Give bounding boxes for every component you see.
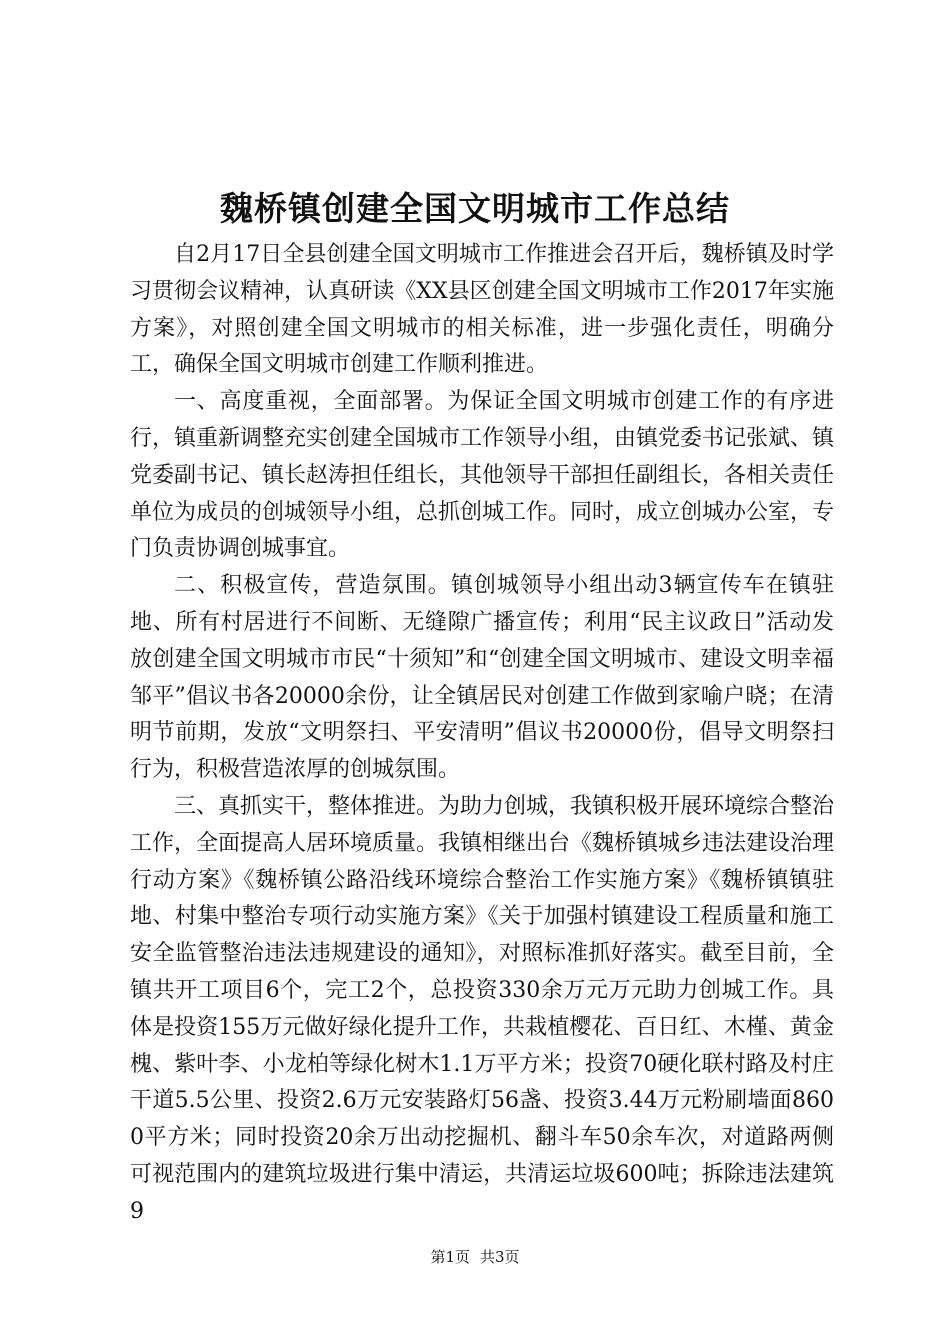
paragraph-section-1: 一、高度重视，全面部署。为保证全国文明城市创建工作的有序进行，镇重新调整充实创建全国城市工作领导小组，由镇党委书记张斌、镇党委副书记、镇长赵涛担任组长，其他领导干部担任副组长，各相关责任单位为成员的创城领导小组，总抓创城工作。同时，成立创城办公室，专门负责协调创城事宜。 <box>130 389 835 562</box>
document-body <box>130 237 834 1231</box>
page-number: 第1页 <box>430 1248 470 1266</box>
paragraph-section-3: 三、真抓实干，整体推进。为助力创城，我镇积极开展环境综合整治工作，全面提高人居环境质量。我镇相继出台《魏桥镇城乡违法建设治理行动方案》《魏桥镇公路沿线环境综合整治工作实施方案》《魏桥镇镇驻地、村集中整治专项行动实施方案》《关于加强村镇建设工程质量和施工安全监管整治违法违规建设的通知》，对照标准抓好落实。截至目前，全镇共开工项目6个，完工2个，总投资330余万元万元助力创城工作。具体是投资155万元做好绿化提升工作，共栽植樱花、百日红、木槿、黄金槐、紫叶李、小龙柏等绿化树木1.1万平方米；投资70硬化联村路及村庄干道5.5公里、投资2.6万元安装路灯56盏、投资3.44万元粉刷墙面8600平方米；同时投资20余万出动挖掘机、翻斗车50余车次，对道路两侧可视范围内的建筑垃圾进行集中清运，共清运垃圾600吨；拆除违法建筑9 <box>130 793 835 1224</box>
page-footer <box>0 1247 950 1267</box>
page-total: 共3页 <box>480 1248 520 1266</box>
document-title: 魏桥镇创建全国文明城市工作总结 <box>220 189 730 228</box>
paragraph-section-2: 二、积极宣传，营造氛围。镇创城领导小组出动3辆宣传车在镇驻地、所有村居进行不间断、无缝隙广播宣传；利用“民主议政日”活动发放创建全国文明城市市民“十须知”和“创建全国文明城市、建设文明幸福邹平”倡议书各20000余份，让全镇居民对创建工作做到家喻户晓；在清明节前期，发放“文明祭扫、平安清明”倡议书20000份，倡导文明祭扫行为，积极营造浓厚的创城氛围。 <box>130 573 834 783</box>
paragraph-intro: 自2月17日全县创建全国文明城市工作推进会召开后，魏桥镇及时学习贯彻会议精神，认真研读《XX县区创建全国文明城市工作2017年实施方案》，对照创建全国文明城市的相关标准，进一步强化责任，明确分工，确保全国文明城市创建工作顺利推进。 <box>130 242 834 378</box>
